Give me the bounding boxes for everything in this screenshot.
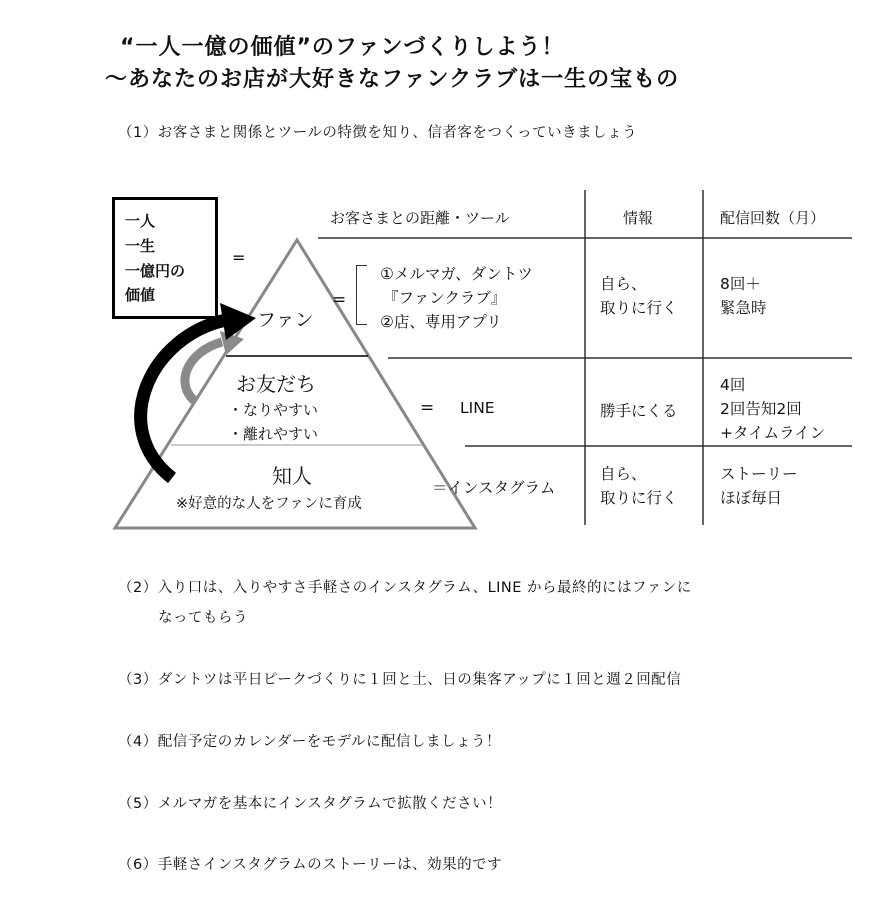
point-4: （4）配信予定のカレンダーをモデルに配信しましょう！ xyxy=(118,734,502,750)
row-known-freq1: ストーリー xyxy=(720,465,798,483)
pyramid-known-label: 知人 xyxy=(272,464,312,488)
header-tool: お客さまとの距離・ツール xyxy=(330,209,510,227)
row-known-info1: 自ら、 xyxy=(600,465,647,483)
row-friend-info: 勝手にくる xyxy=(600,402,678,420)
page-title: “一人一億の価値”のファンづくりしよう！ xyxy=(120,35,565,60)
row-known-info2: 取りに行く xyxy=(600,489,678,507)
value-box-line2: 一生 xyxy=(125,237,156,255)
row-fan-tool2: 『ファンクラブ』 xyxy=(383,289,507,307)
row-fan-info2: 取りに行く xyxy=(600,299,678,317)
point-2-line2: なってもらう xyxy=(158,610,248,626)
page-subtitle: ～あなたのお店が大好きなファンクラブは一生の宝もの xyxy=(105,67,680,92)
row-fan-info1: 自ら、 xyxy=(600,275,647,293)
value-box-line4: 価値 xyxy=(125,286,156,304)
value-box-line3: 一億円の xyxy=(125,262,186,280)
row-friend-freq2: 2回告知2回 xyxy=(720,400,802,418)
row-known-freq2: ほぼ毎日 xyxy=(720,489,783,507)
row-fan-tool3: ②店、専用アプリ xyxy=(380,313,502,331)
pyramid-fan-label: ファン xyxy=(257,309,314,331)
row-friend-freq1: 4回 xyxy=(720,376,746,394)
row-fan-tool1: ①メルマガ、ダントツ xyxy=(380,265,533,283)
value-box-line1: 一人 xyxy=(125,212,156,230)
pyramid-friend-label: お友だち xyxy=(236,372,316,396)
pyramid-friend-point1: ・なりやすい xyxy=(228,401,319,419)
value-box xyxy=(112,197,218,319)
intro-text: （1）お客さまと関係とツールの特徴を知り、信者客をつくっていきましょう xyxy=(118,125,638,141)
header-freq: 配信回数（月） xyxy=(720,209,826,227)
row-friend-freq3: +タイムライン xyxy=(720,424,826,442)
point-6: （6）手軽さインスタグラムのストーリーは、効果的です xyxy=(118,857,503,873)
point-2-line1: （2）入り口は、入りやすさ手軽さのインスタグラム、LINE から最終的にはファンに xyxy=(118,580,692,596)
point-3: （3）ダントツは平日ピークづくりに１回と土、日の集客アップに１回と週２回配信 xyxy=(118,672,682,688)
row-fan-freq2: 緊急時 xyxy=(720,299,767,317)
header-info: 情報 xyxy=(623,209,654,227)
pyramid-friend-point2: ・離れやすい xyxy=(228,425,319,443)
eq-sign-top: = xyxy=(232,248,246,267)
point-5: （5）メルマガを基本にインスタグラムで拡散ください！ xyxy=(118,796,503,812)
row-fan-bracket xyxy=(356,265,367,325)
row-known-tool: ＝インスタグラム xyxy=(432,479,556,497)
row-fan-eq: = xyxy=(332,290,347,310)
row-friend-eq: = xyxy=(420,398,435,418)
row-fan-freq1: 8回＋ xyxy=(720,275,761,293)
pyramid-known-note: ※好意的な人をファンに育成 xyxy=(176,496,362,512)
row-friend-tool: LINE xyxy=(460,399,495,417)
